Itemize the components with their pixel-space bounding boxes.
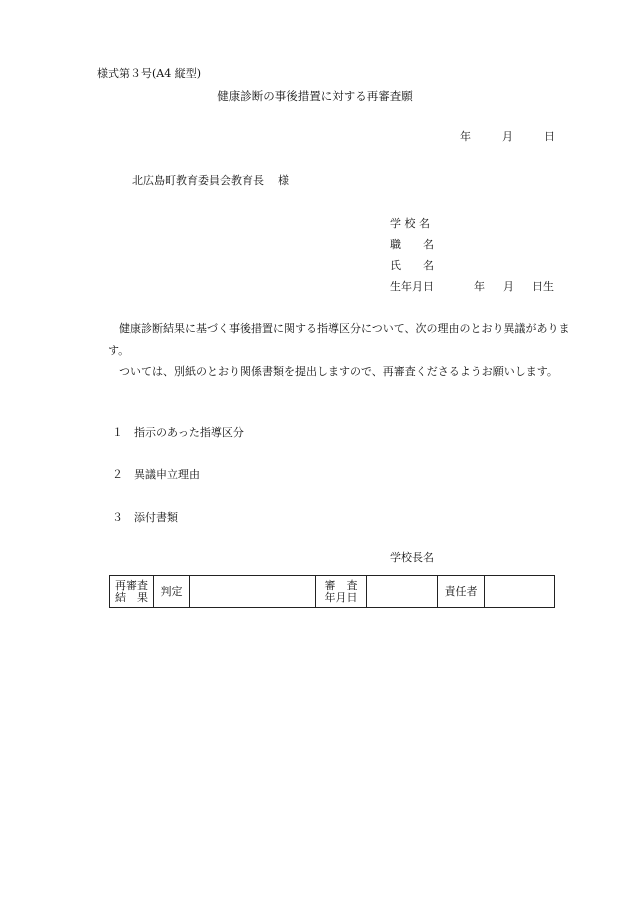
item-2-number: ２ xyxy=(112,468,123,481)
judgement-label: 判定 xyxy=(160,584,183,598)
addressee-name: 北広島町教育委員会教育長 xyxy=(132,174,264,187)
birth-date-label: 生年月日 xyxy=(390,279,434,293)
item-3-label: 添付書類 xyxy=(134,511,178,524)
submission-date-line xyxy=(460,130,555,144)
date-year-label: 年 xyxy=(460,130,471,143)
page-title: 健康診断の事後措置に対する再審査願 xyxy=(217,89,413,103)
body-paragraph-1: 健康診断結果に基づく事後措置に関する指導区分について、次の理由のとおり異議があります。 xyxy=(108,322,570,357)
request-body xyxy=(108,318,578,383)
review-date-field[interactable] xyxy=(367,576,438,608)
addressee-honorific: 様 xyxy=(278,174,289,187)
principal-name-label: 学校長名 xyxy=(390,551,434,564)
item-1-number: １ xyxy=(112,426,123,439)
name-label: 氏 名 xyxy=(390,258,434,272)
item-3 xyxy=(112,511,178,525)
review-date-label: 審 査 年月日 xyxy=(324,578,358,604)
item-3-number: ３ xyxy=(112,511,123,524)
birth-year-label: 年 xyxy=(474,279,485,293)
review-result-table xyxy=(109,575,555,608)
result-label: 再審査 結 果 xyxy=(115,578,148,604)
item-1-label: 指示のあった指導区分 xyxy=(134,426,244,439)
birth-month-label: 月 xyxy=(503,279,514,293)
responsible-field[interactable] xyxy=(485,576,555,608)
applicant-block xyxy=(390,213,554,297)
addressee xyxy=(132,174,289,188)
item-2 xyxy=(112,468,200,482)
position-label: 職 名 xyxy=(390,237,434,251)
item-1 xyxy=(112,426,244,440)
date-day-label: 日 xyxy=(544,130,555,143)
date-month-label: 月 xyxy=(502,130,513,143)
judgement-field[interactable] xyxy=(190,576,316,608)
item-2-label: 異議申立理由 xyxy=(134,468,200,481)
form-number: 様式第３号(A4 縦型) xyxy=(97,67,202,80)
birth-day-label: 日生 xyxy=(532,279,554,293)
body-paragraph-2: ついては、別紙のとおり関係書類を提出しますので、再審査くださるようお願いします。 xyxy=(119,365,558,378)
responsible-label: 責任者 xyxy=(444,584,478,598)
school-name-label: 学 校 名 xyxy=(390,216,430,230)
